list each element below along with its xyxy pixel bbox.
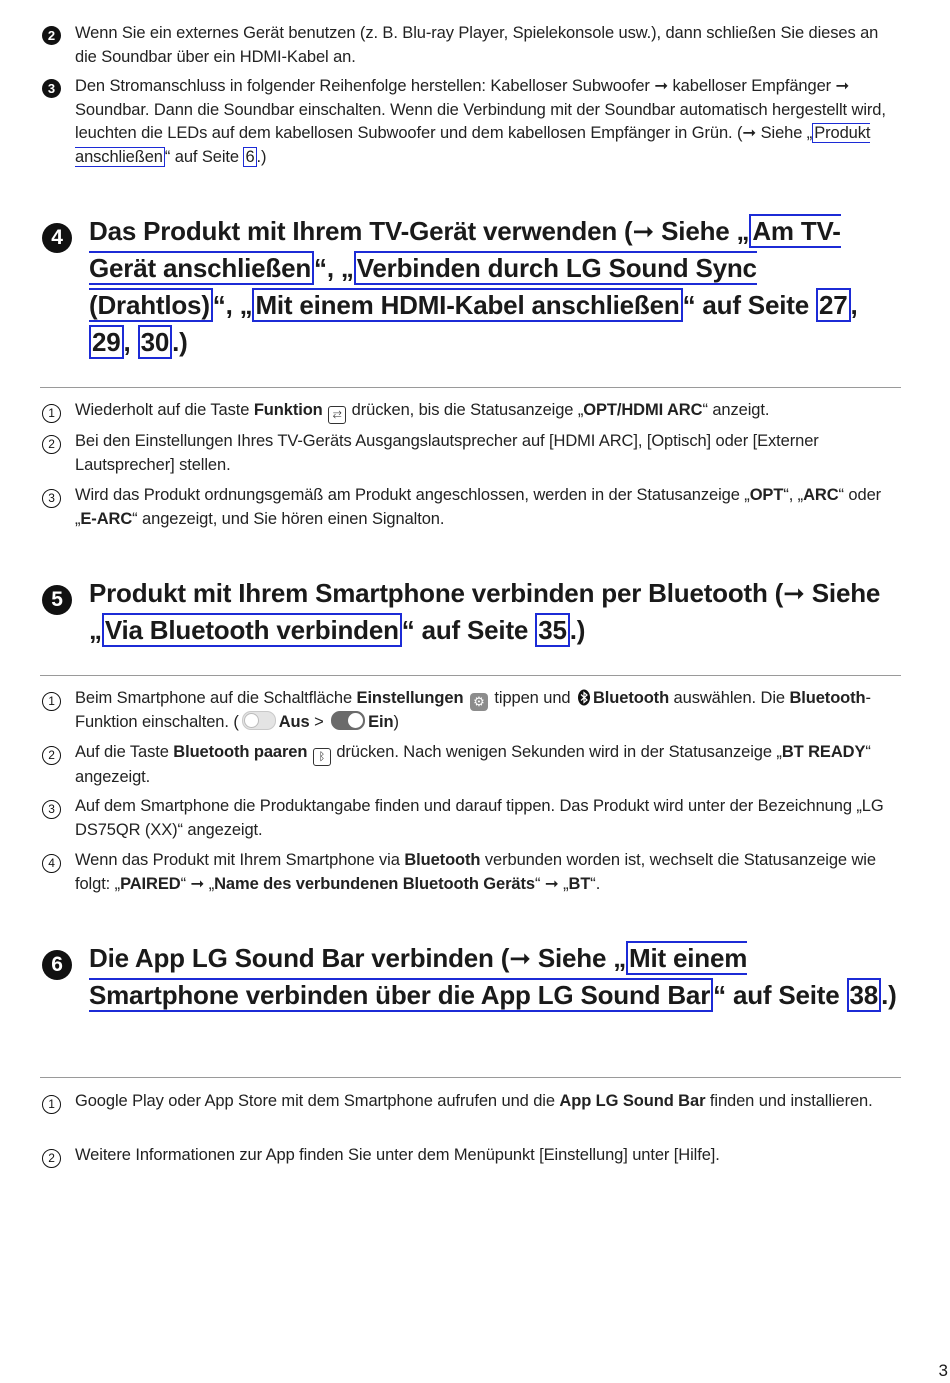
- bluetooth-button-icon: ᛒ: [313, 748, 331, 766]
- step-text: Google Play oder App Store mit dem Smartphone aufrufen und die App LG Sound Bar finden und installieren.: [75, 1092, 873, 1110]
- link-page-6[interactable]: 6: [245, 147, 255, 166]
- link-lg-sound-sync[interactable]: Verbinden durch LG Sound Sync (Drahtlos): [89, 253, 757, 320]
- section-4-step-3: [42, 484, 897, 531]
- section-6-step-2: [42, 1144, 897, 1170]
- link-page-38[interactable]: 38: [847, 978, 882, 1012]
- step-number-badge: 1: [42, 1095, 61, 1114]
- intro-step-2: [42, 22, 897, 69]
- arrow-right-icon: ➞: [654, 77, 669, 95]
- section-number-badge: 4: [42, 223, 72, 253]
- section-4-step-2: [42, 430, 897, 477]
- link-produkt-anschliessen[interactable]: Produkt anschließen: [75, 124, 871, 166]
- step-number-badge: 3: [42, 800, 61, 819]
- arrow-right-icon: ➞: [835, 77, 850, 95]
- arrow-right-icon: ➞: [632, 216, 655, 246]
- step-text: Wird das Produkt ordnungsgemäß am Produkt angeschlossen, werden in der Statusanzeige „OPT“, „ARC“ oder „E-ARC“ angezeigt, und Sie hören einen Signalton.: [75, 486, 882, 528]
- link-via-bluetooth-verbinden[interactable]: Via Bluetooth verbinden: [102, 613, 402, 647]
- step-text: Beim Smartphone auf die Schaltfläche Einstellungen ⚙ tippen und Bluetooth auswählen. Die Bluetooth-Funktion einschalten. ( Aus > Ein): [75, 689, 871, 731]
- toggle-off-icon: [242, 711, 276, 730]
- link-am-tv-geraet-anschliessen[interactable]: Am TV-Gerät anschließen: [89, 216, 841, 283]
- page-number: 3: [938, 1361, 948, 1380]
- divider: [40, 675, 901, 676]
- section-4-heading: [42, 213, 902, 361]
- arrow-right-icon: ➞: [783, 578, 805, 608]
- arrow-right-icon: ➞: [509, 943, 531, 973]
- step-number-badge: 2: [42, 1149, 61, 1168]
- section-4-step-1: [42, 399, 897, 425]
- step-text: Wenn Sie ein externes Gerät benutzen (z. B. Blu-ray Player, Spielekonsole usw.), dann schließen Sie dieses an die Soundbar über ein HDMI-Kabel an.: [75, 24, 879, 66]
- step-number-badge: 2: [42, 26, 61, 45]
- step-text: Weitere Informationen zur App finden Sie unter dem Menüpunkt [Einstellung] unter [Hilfe].: [75, 1146, 720, 1164]
- toggle-on-icon: [331, 711, 365, 730]
- step-text: Auf die Taste Bluetooth paaren ᛒ drücken. Nach wenigen Sekunden wird in der Statusanzeige „BT READY“ angezeigt.: [75, 743, 871, 786]
- section-number-badge: 6: [42, 950, 72, 980]
- arrow-right-icon: ➞: [544, 874, 559, 893]
- link-app-lg-sound-bar[interactable]: Mit einem Smartphone verbinden über die App LG Sound Bar: [89, 943, 748, 1010]
- section-5-step-3: [42, 795, 897, 842]
- section-title: Produkt mit Ihrem Smartphone verbinden per Bluetooth (➞ Siehe „ Via Bluetooth verbinden “ auf Seite 35 .): [89, 575, 902, 649]
- function-button-icon: ⇆: [328, 406, 346, 424]
- step-text: Bei den Einstellungen Ihres TV-Geräts Ausgangslautsprecher auf [HDMI ARC], [Optisch] oder [Externer Lautsprecher] stellen.: [75, 432, 819, 474]
- step-number-badge: 2: [42, 746, 61, 765]
- section-title: Die App LG Sound Bar verbinden (➞ Siehe „ Mit einem Smartphone verbinden über die App LG Sound Bar “ auf Seite 38 .): [89, 940, 902, 1014]
- link-page-27[interactable]: 27: [816, 288, 851, 322]
- section-5-step-2: [42, 741, 897, 790]
- section-6-heading: [42, 940, 902, 1014]
- link-page-30[interactable]: 30: [138, 325, 173, 359]
- section-5-heading: [42, 575, 902, 649]
- divider: [40, 387, 901, 388]
- link-page-35[interactable]: 35: [535, 613, 570, 647]
- step-number-badge: 3: [42, 79, 61, 98]
- step-text: Wenn das Produkt mit Ihrem Smartphone via Bluetooth verbunden worden ist, wechselt die Statusanzeige wie folgt: „PAIRED“ ➞ „Name des verbundenen Bluetooth Geräts“ ➞ „BT“.: [75, 849, 897, 896]
- step-text: Wiederholt auf die Taste Funktion ⇆ drücken, bis die Statusanzeige „OPT/HDMI ARC“ anzeigt.: [75, 399, 897, 424]
- step-text: Den Stromanschluss in folgender Reihenfolge herstellen: Kabelloser Subwoofer ➞ kabelloser Empfänger ➞ Soundbar. Dann die Soundbar einschalten. Wenn die Verbindung mit der Soundbar automatisch hergestellt wird, leuchten die LEDs auf dem kabellosen Subwoofer und dem kabellosen Empfänger in Grün. (➞ Siehe „ Produkt anschließen “ auf Seite 6 .): [75, 77, 886, 166]
- section-5-step-1: [42, 687, 897, 735]
- section-title: Das Produkt mit Ihrem TV-Gerät verwenden (➞ Siehe „ Am TV-Gerät anschließen “, „ Verbinden durch LG Sound Sync (Drahtlos) “, „ Mit einem HDMI-Kabel anschließen “ auf Seite 27 , 29 , 30 .): [89, 213, 902, 361]
- step-number-badge: 1: [42, 692, 61, 711]
- link-page-29[interactable]: 29: [89, 325, 124, 359]
- gear-icon: ⚙: [470, 693, 488, 711]
- step-number-badge: 1: [42, 404, 61, 423]
- arrow-right-icon: ➞: [742, 124, 757, 142]
- step-number-badge: 4: [42, 854, 61, 873]
- arrow-right-icon: ➞: [190, 874, 205, 893]
- step-number-badge: 3: [42, 489, 61, 508]
- section-5-step-4: [42, 849, 897, 896]
- intro-step-3: [42, 75, 897, 169]
- divider: [40, 1077, 901, 1078]
- step-number-badge: 2: [42, 435, 61, 454]
- section-number-badge: 5: [42, 585, 72, 615]
- section-6-step-1: [42, 1090, 897, 1116]
- step-text: Auf dem Smartphone die Produktangabe finden und darauf tippen. Das Produkt wird unter der Bezeichnung „LG DS75QR (XX)“ angezeigt.: [75, 797, 884, 839]
- bluetooth-icon: [577, 689, 591, 706]
- link-hdmi-kabel-anschliessen[interactable]: Mit einem HDMI-Kabel anschließen: [252, 288, 682, 322]
